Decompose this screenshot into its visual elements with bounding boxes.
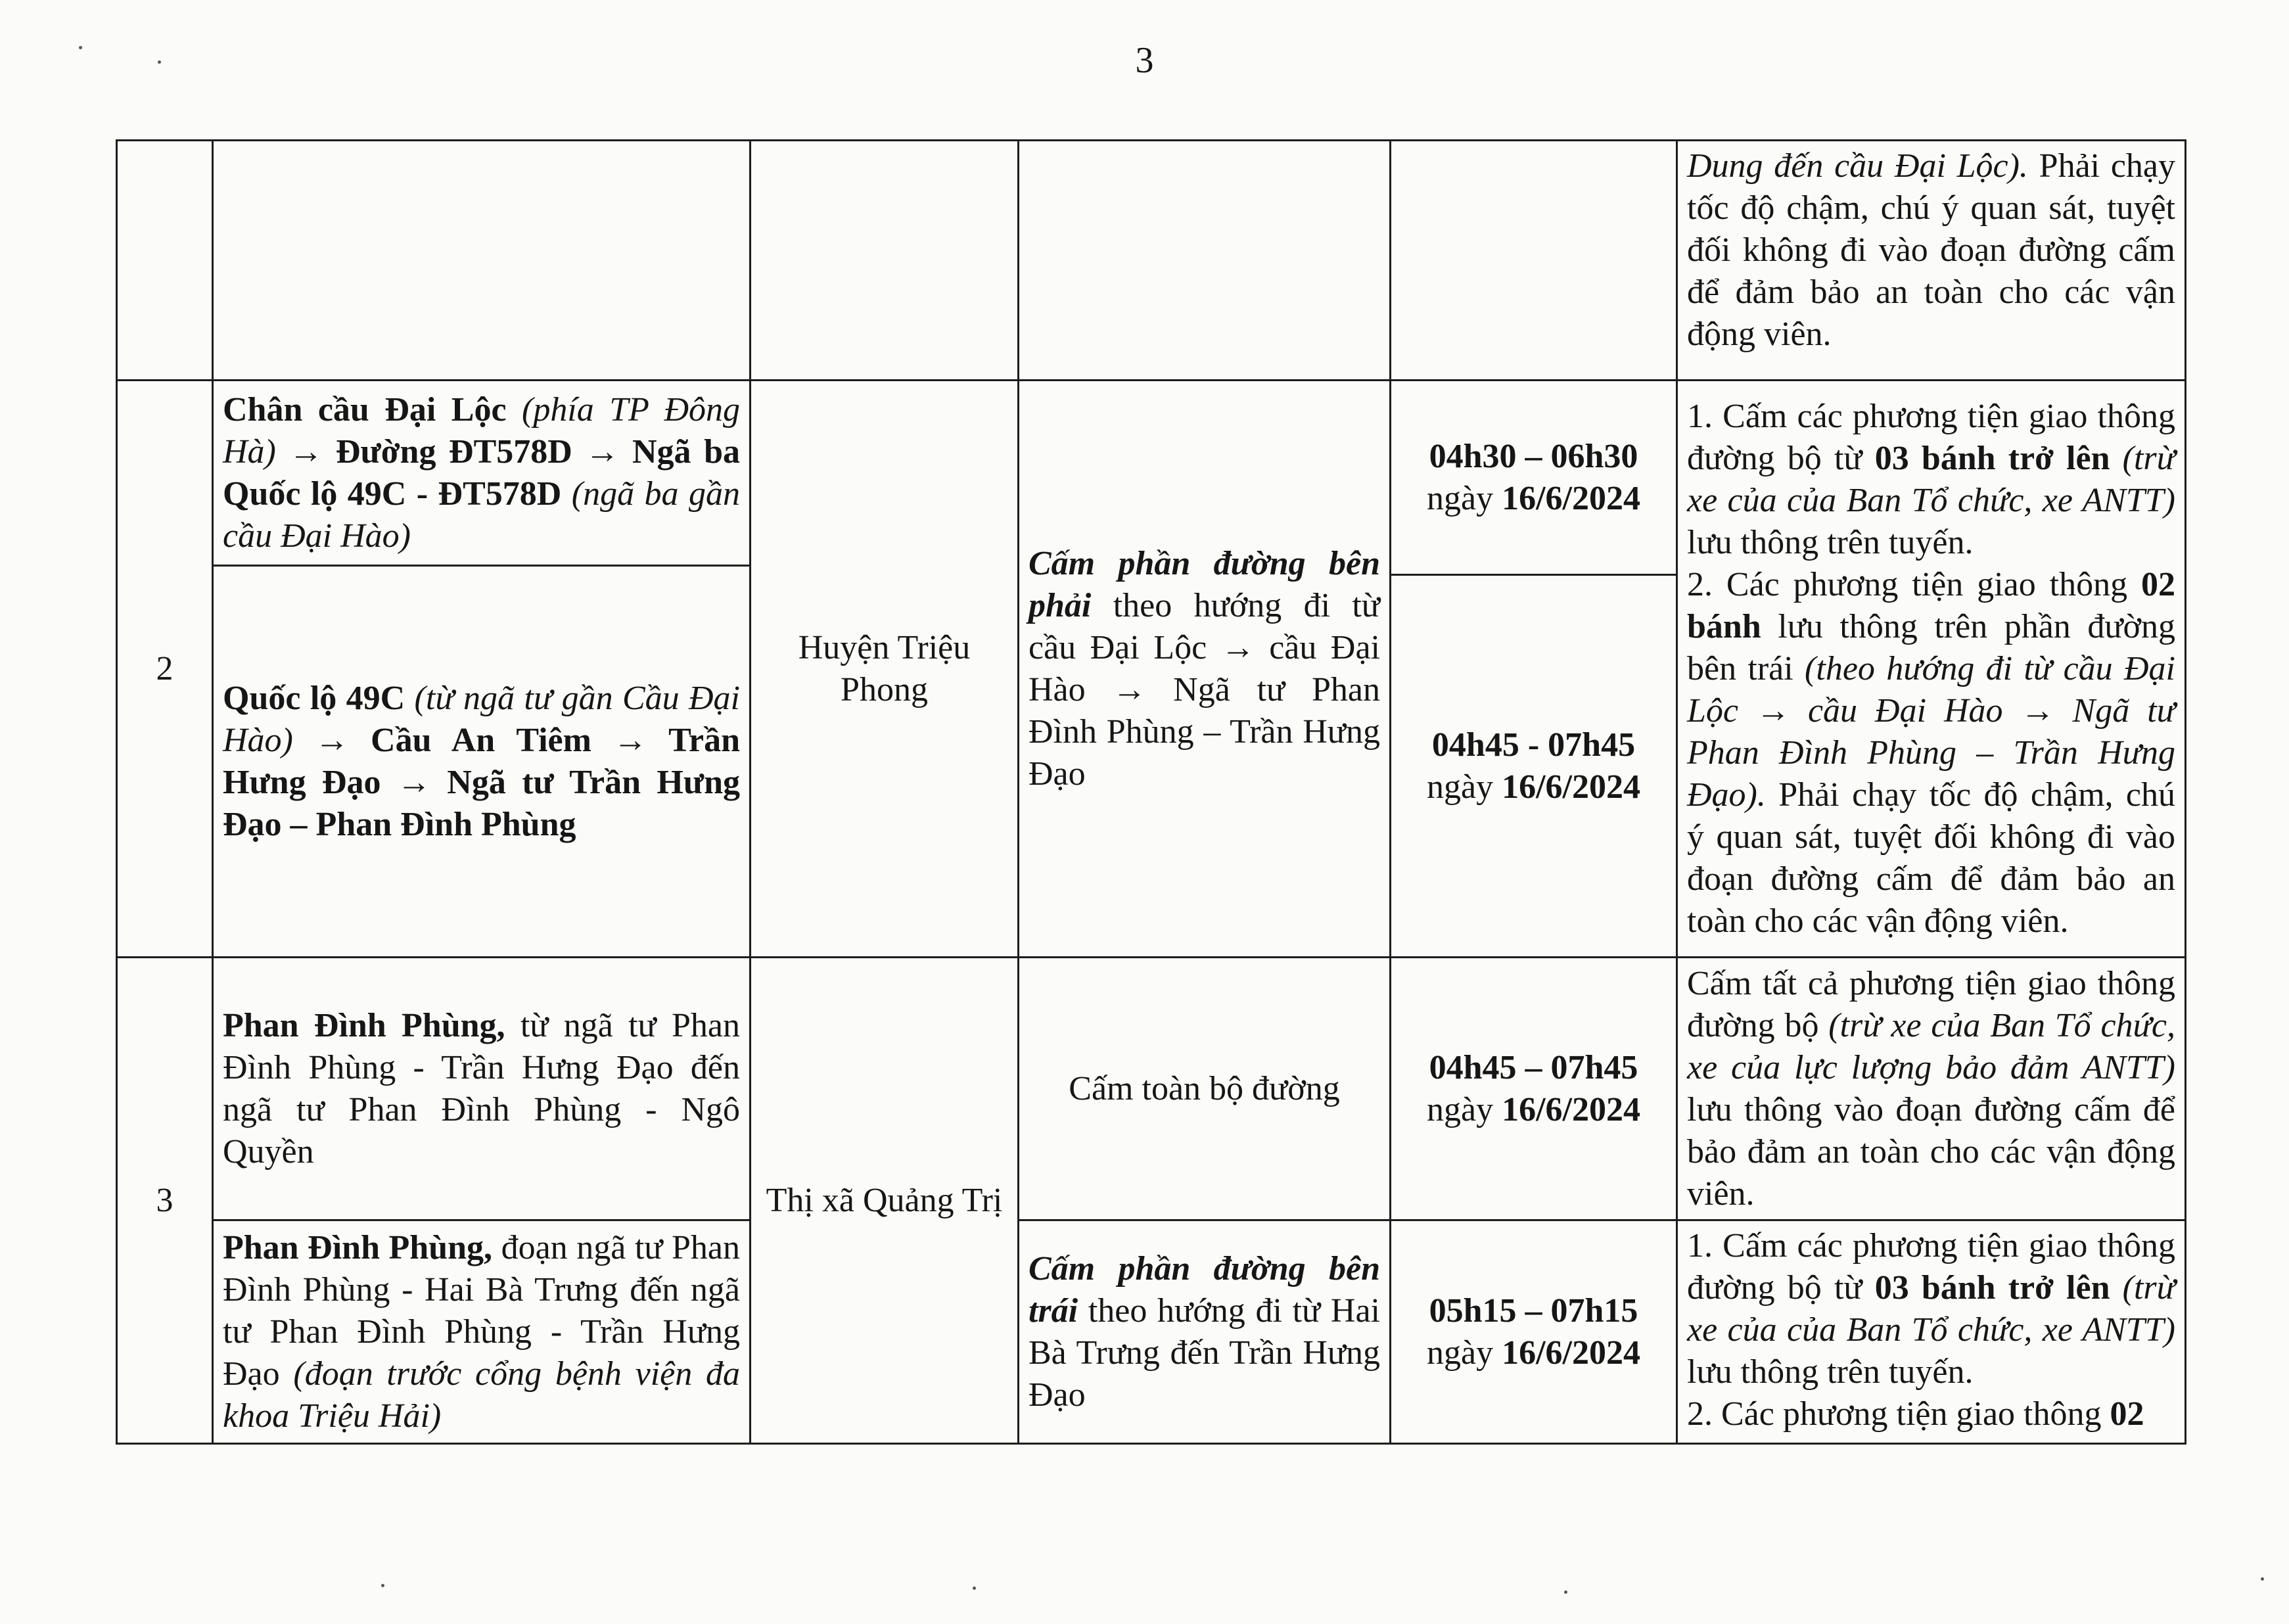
note-italic: Dung đến cầu Đại Lộc). — [1687, 147, 2028, 185]
note-text: 2. Các phương tiện giao thông — [1687, 565, 2141, 603]
time-range: 04h45 – 07h45 — [1429, 1048, 1638, 1086]
date-value: 16/6/2024 — [1502, 479, 1640, 517]
route-italic: (đoạn trước cổng bệnh viện đa khoa Triệu Hải) — [223, 1355, 740, 1435]
time-3a — [1391, 958, 1677, 1220]
time-range: 04h45 - 07h45 — [1431, 726, 1636, 764]
route-italic: (từ ngã tư gần Cầu Đại Hào) — [223, 679, 740, 759]
note-text: lưu thông vào đoạn đường cấm để bảo đảm an toàn cho các vận động viên. — [1687, 1090, 2175, 1213]
scan-speck — [381, 1584, 384, 1587]
page-number: 3 — [1135, 40, 1154, 81]
note-italic: (trừ xe của của Ban Tổ chức, xe ANTT) — [1687, 1269, 2175, 1349]
stt-3: 3 — [117, 958, 213, 1444]
note-3a — [1677, 958, 2186, 1220]
route-bold: → Đường ĐT578D → Ngã ba Quốc lộ 49C - ĐT578D — [223, 432, 740, 513]
stt-2: 2 — [117, 381, 213, 958]
note-3b — [1677, 1220, 2186, 1444]
measure-text: theo hướng đi từ cầu Đại Lộc → cầu Đại Hào → Ngã tư Phan Đình Phùng – Trần Hưng Đạo — [1029, 586, 1380, 793]
measure-3b — [1019, 1220, 1391, 1444]
note-italic: (trừ xe của Ban Tổ chức, xe của lực lượng bảo đảm ANTT) — [1687, 1006, 2175, 1086]
date-label: ngày — [1427, 1334, 1502, 1372]
route-3a — [213, 958, 751, 1220]
time-3b — [1391, 1220, 1677, 1444]
route-text: từ ngã tư Phan Đình Phùng - Trần Hưng Đạo đến ngã tư Phan Đình Phùng - Ngô Quyền — [223, 1006, 740, 1171]
measure-text: theo hướng đi từ Hai Bà Trưng đến Trần Hưng Đạo — [1029, 1291, 1380, 1414]
area-cell — [751, 141, 1019, 381]
note-text: Cấm tất cả phương tiện giao thông đường bộ — [1687, 964, 2175, 1044]
date-value: 16/6/2024 — [1502, 768, 1640, 806]
measure-bold-italic: Cấm phần đường bên trái — [1029, 1249, 1380, 1330]
group-3-row-b — [117, 1220, 2186, 1444]
note-text: Phải chạy tốc độ chậm, chú ý quan sát, tuyệt đối không đi vào đoạn đường cấm để đảm bảo an toàn cho các vận động viên. — [1687, 776, 2175, 940]
note-text: lưu thông trên tuyến. — [1687, 1353, 1974, 1391]
note-text: 1. Cấm các phương tiện giao thông đường bộ từ — [1687, 397, 2175, 477]
scan-speck — [158, 60, 161, 64]
route-2b — [213, 566, 751, 958]
route-bold: Quốc lộ 49C — [223, 679, 405, 717]
note-bold: 02 — [2110, 1395, 2144, 1433]
note-bold: 03 bánh trở lên — [1874, 1269, 2110, 1307]
note-italic: (trừ xe của của Ban Tổ chức, xe ANTT) — [1687, 439, 2175, 519]
time-cell — [1391, 141, 1677, 381]
note-text: 1. Cấm các phương tiện giao thông đường bộ từ — [1687, 1227, 2175, 1307]
time-2b — [1391, 575, 1677, 958]
date-label: ngày — [1427, 1090, 1502, 1128]
date-value: 16/6/2024 — [1502, 1334, 1640, 1372]
note-cell — [1677, 141, 2186, 381]
measure-cell — [1019, 141, 1391, 381]
scan-speck — [2261, 1577, 2264, 1581]
group-2-row-a — [117, 381, 2186, 566]
scan-speck — [1564, 1590, 1567, 1594]
route-bold: Chân cầu Đại Lộc — [223, 390, 507, 429]
note-text: lưu thông trên tuyến. — [1687, 523, 1974, 561]
measure-2 — [1019, 381, 1391, 958]
time-2a — [1391, 381, 1677, 575]
route-italic: (ngã ba gần cầu Đại Hào) — [223, 475, 740, 555]
area-3: Thị xã Quảng Trị — [751, 958, 1019, 1444]
route-bold: Phan Đình Phùng, — [223, 1228, 493, 1266]
area-2: Huyện Triệu Phong — [751, 381, 1019, 958]
route-text: đoạn ngã tư Phan Đình Phùng - Hai Bà Trưng đến ngã tư Phan Đình Phùng - Trần Hưng Đạo — [223, 1228, 740, 1393]
date-value: 16/6/2024 — [1502, 1090, 1640, 1128]
note-text: Phải chạy tốc độ chậm, chú ý quan sát, tuyệt đối không đi vào đoạn đường cấm để đảm bảo an toàn cho các vận động viên. — [1687, 147, 2175, 353]
route-cell — [213, 141, 751, 381]
scan-speck — [79, 46, 82, 49]
group-3-row-a — [117, 958, 2186, 1220]
route-bold: Phan Đình Phùng, — [223, 1006, 505, 1044]
note-2 — [1677, 381, 2186, 958]
note-text: lưu thông trên phần đường bên trái — [1687, 607, 2175, 687]
stt-cell — [117, 141, 213, 381]
measure-bold-italic: Cấm phần đường bên phải — [1029, 544, 1380, 624]
note-bold: 02 bánh — [1687, 565, 2175, 645]
date-label: ngày — [1427, 479, 1502, 517]
route-italic: (phía TP Đông Hà) — [223, 390, 740, 471]
route-bold: → Cầu An Tiêm → Trần Hưng Đạo → Ngã tư Trần Hưng Đạo – Phan Đình Phùng — [223, 721, 740, 843]
time-range: 04h30 – 06h30 — [1429, 437, 1638, 475]
note-text: 2. Các phương tiện giao thông — [1687, 1395, 2110, 1433]
scan-speck — [973, 1587, 976, 1590]
note-italic: (theo hướng đi từ cầu Đại Lộc → cầu Đại Hào → Ngã tư Phan Đình Phùng – Trần Hưng Đạo). — [1687, 649, 2176, 814]
route-3b — [213, 1220, 751, 1444]
date-label: ngày — [1427, 768, 1502, 806]
measure-3a: Cấm toàn bộ đường — [1019, 958, 1391, 1220]
traffic-restriction-table — [116, 139, 2186, 1445]
route-2a — [213, 381, 751, 566]
continuation-row — [117, 141, 2186, 381]
note-bold: 03 bánh trở lên — [1874, 439, 2110, 477]
time-range: 05h15 – 07h15 — [1429, 1291, 1638, 1330]
